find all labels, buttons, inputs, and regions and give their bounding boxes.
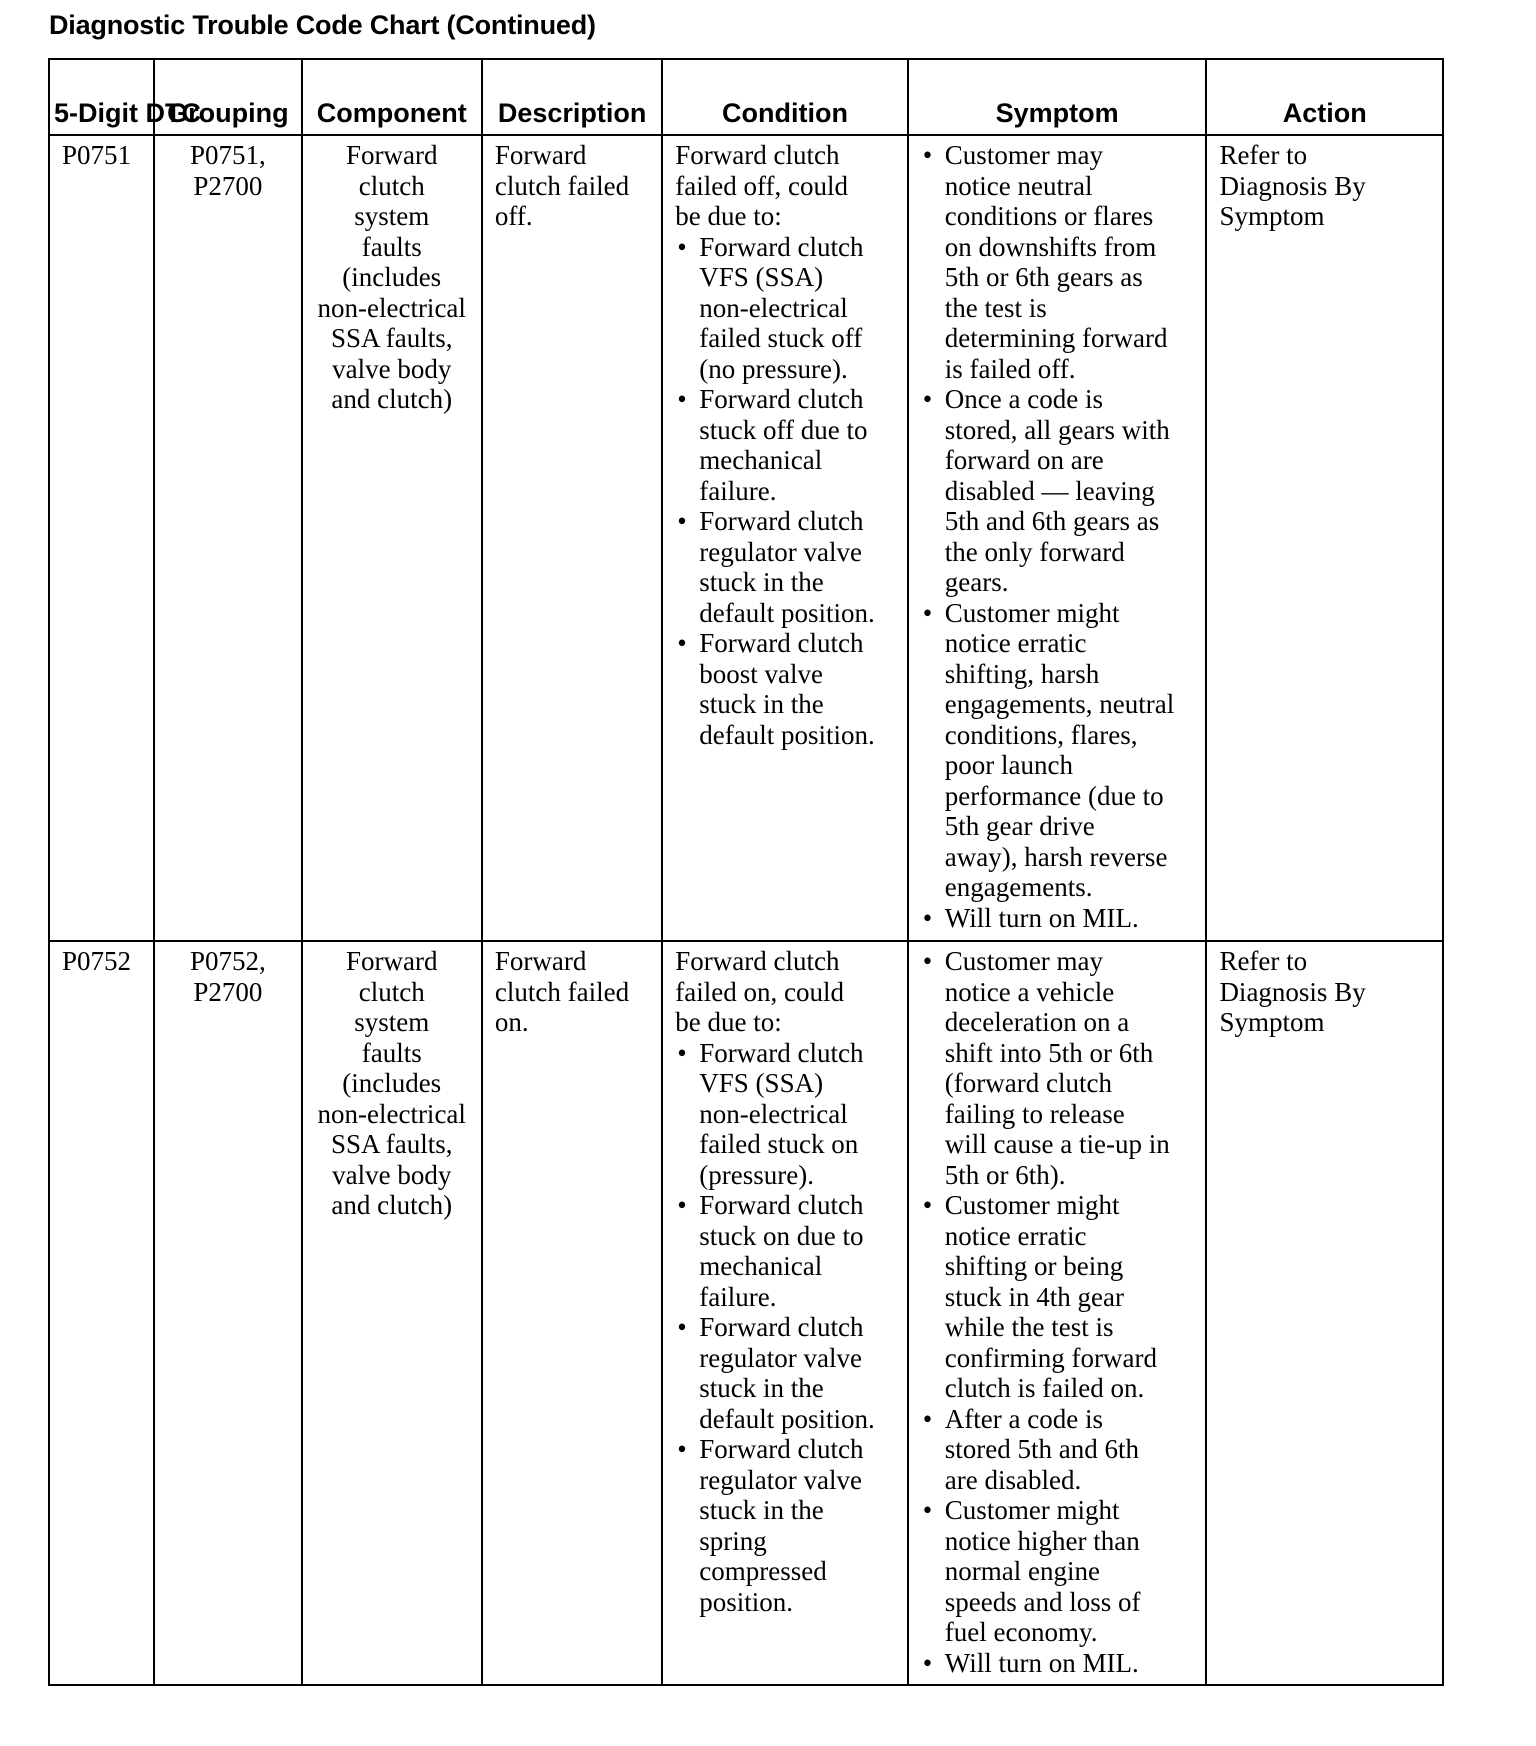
list-item: [921, 1404, 1196, 1496]
bullet-icon: •: [677, 231, 687, 262]
condition-list: [675, 232, 897, 751]
symptom-bullet-text: Customer may notice a vehicle deceleration on a shift into 5th or 6th (forward clutch failing to release will cause a tie-up in 5th or 6th).: [944, 946, 1170, 1190]
bullet-icon: •: [677, 1037, 687, 1068]
bullet-icon: •: [677, 1434, 687, 1464]
header-description: Description: [482, 59, 662, 135]
symptom-list: [921, 140, 1196, 933]
table-row: [49, 135, 1443, 941]
list-item: [675, 1434, 897, 1617]
grouping-cell: P0752, P2700: [154, 941, 301, 1685]
bullet-icon: •: [677, 628, 687, 658]
condition-bullet-text: Forward clutch VFS (SSA) non-electrical failed stuck on (pressure).: [699, 1037, 864, 1190]
condition-bullet-text: Forward clutch regulator valve stuck in the default position.: [699, 506, 875, 628]
dtc-cell: P0752: [49, 941, 154, 1685]
symptom-bullet-text: After a code is stored 5th and 6th are disabled.: [944, 1403, 1140, 1495]
symptom-bullet-text: Customer might notice erratic shifting, harsh engagements, neutral conditions, flares, poor launch performance (due to 5th gear drive away), harsh reverse engagements.: [944, 597, 1175, 902]
bullet-icon: •: [922, 1403, 933, 1434]
condition-cell: [662, 135, 908, 941]
bullet-icon: •: [922, 1190, 933, 1220]
page-title: Diagnostic Trouble Code Chart (Continued): [49, 10, 596, 40]
bullet-icon: •: [677, 384, 687, 414]
bullet-icon: •: [922, 597, 933, 628]
list-item: [921, 1190, 1196, 1404]
symptom-bullet-text: Customer might notice erratic shifting or being stuck in 4th gear while the test is confirming forward clutch is failed on.: [944, 1190, 1157, 1403]
header-component: Component: [302, 59, 482, 135]
list-item: [921, 903, 1196, 934]
condition-intro: Forward clutch failed off, could be due to:: [675, 140, 848, 231]
bullet-icon: •: [922, 140, 933, 170]
list-item: [921, 946, 1196, 1190]
symptom-bullet-text: Once a code is stored, all gears with forward on are disabled — leaving 5th and 6th gears as the only forward gears.: [944, 384, 1170, 597]
symptom-bullet-text: Customer may notice neutral conditions or flares on downshifts from 5th or 6th gears as the test is determining forward is failed off.: [944, 140, 1168, 384]
header-dtc: 5-Digit DTC: [49, 59, 154, 135]
symptom-cell: [908, 135, 1207, 941]
symptom-bullet-text: Will turn on MIL.: [944, 902, 1139, 933]
header-grouping: Grouping: [154, 59, 301, 135]
list-item: [675, 1190, 897, 1312]
description-cell: Forward clutch failed off.: [482, 135, 662, 941]
dtc-chart-table: [48, 58, 1444, 1686]
list-item: [675, 628, 897, 750]
condition-bullet-text: Forward clutch boost valve stuck in the default position.: [699, 628, 875, 750]
description-cell: Forward clutch failed on.: [482, 941, 662, 1685]
condition-bullet-text: Forward clutch stuck on due to mechanical failure.: [699, 1190, 864, 1312]
bullet-icon: •: [922, 1495, 933, 1525]
list-item: [675, 506, 897, 628]
symptom-bullet-text: Will turn on MIL.: [944, 1647, 1139, 1678]
list-item: [675, 232, 897, 385]
condition-bullet-text: Forward clutch regulator valve stuck in the default position.: [699, 1312, 875, 1434]
condition-bullet-text: Forward clutch regulator valve stuck in the spring compressed position.: [699, 1434, 864, 1617]
list-item: [675, 384, 897, 506]
header-symptom: Symptom: [908, 59, 1207, 135]
action-cell: Refer to Diagnosis By Symptom: [1206, 941, 1443, 1685]
list-item: [675, 1312, 897, 1434]
list-item: [921, 1648, 1196, 1679]
condition-bullet-text: Forward clutch VFS (SSA) non-electrical failed stuck off (no pressure).: [699, 231, 864, 384]
bullet-icon: •: [922, 902, 933, 933]
table-row: [49, 941, 1443, 1685]
dtc-cell: P0751: [49, 135, 154, 941]
condition-cell: [662, 941, 908, 1685]
component-cell: Forward clutch system faults (includes non-electrical SSA faults, valve body and clutch): [302, 135, 482, 941]
bullet-icon: •: [677, 1312, 687, 1342]
bullet-icon: •: [922, 1647, 933, 1678]
list-item: [921, 384, 1196, 598]
bullet-icon: •: [922, 384, 933, 414]
list-item: [921, 140, 1196, 384]
bullet-icon: •: [677, 506, 687, 536]
action-cell: Refer to Diagnosis By Symptom: [1206, 135, 1443, 941]
header-action: Action: [1206, 59, 1443, 135]
list-item: [675, 1038, 897, 1191]
component-cell: Forward clutch system faults (includes non-electrical SSA faults, valve body and clutch): [302, 941, 482, 1685]
symptom-cell: [908, 941, 1207, 1685]
grouping-cell: P0751, P2700: [154, 135, 301, 941]
condition-list: [675, 1038, 897, 1618]
condition-bullet-text: Forward clutch stuck off due to mechanical failure.: [699, 384, 868, 506]
table-header-row: [49, 59, 1443, 135]
symptom-bullet-text: Customer might notice higher than normal engine speeds and loss of fuel economy.: [944, 1495, 1141, 1647]
condition-intro: Forward clutch failed on, could be due to:: [675, 946, 844, 1037]
header-condition: Condition: [662, 59, 908, 135]
bullet-icon: •: [677, 1190, 687, 1220]
symptom-list: [921, 946, 1196, 1678]
bullet-icon: •: [922, 946, 933, 976]
list-item: [921, 598, 1196, 903]
list-item: [921, 1495, 1196, 1648]
